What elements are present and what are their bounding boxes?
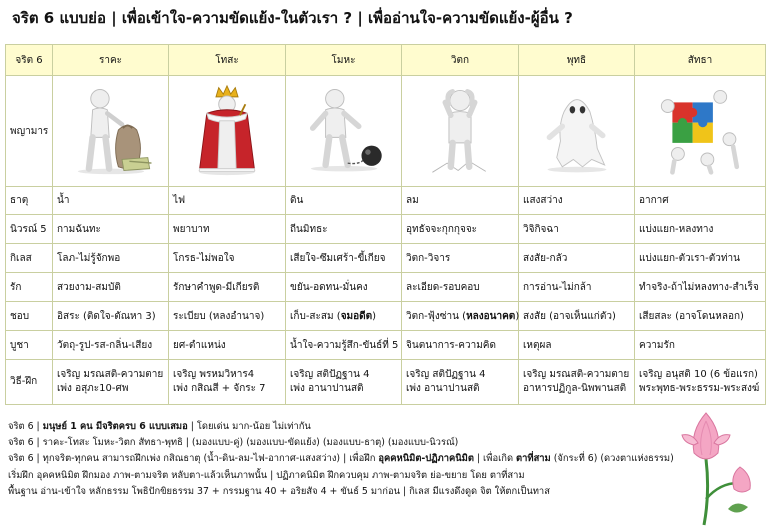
row-label: รัก: [6, 273, 53, 302]
table-cell: [169, 331, 286, 360]
image-cell: [286, 76, 402, 187]
note-line: [8, 468, 668, 484]
cell-line: เพ่ง อสุภะ10-ศพ: [57, 383, 129, 394]
note-line: [8, 484, 668, 500]
table-cell: [402, 360, 519, 405]
text-span: เสียใจ-ซึมเศร้า-ขี้เกียจ: [290, 252, 386, 264]
table-cell: [402, 215, 519, 244]
table-cell: [519, 360, 635, 405]
text-span: วิตก-ฟุ้งซ่าน (: [406, 310, 467, 322]
text-span: สวยงาม-สมบัติ: [57, 281, 121, 293]
crowned-king-icon: [181, 84, 273, 176]
row-label: ชอบ: [6, 302, 53, 331]
man-with-ball-and-chain-icon: [298, 84, 390, 176]
table-row: [6, 360, 766, 405]
text-span: วิตก-วิจาร: [406, 252, 451, 264]
text-span: (จักระที่ 6) (ดวงตาแห่งธรรม): [550, 453, 674, 465]
text-span: ยศ-ตำแหน่ง: [173, 339, 226, 351]
table-cell: [169, 360, 286, 405]
cell-line: เจริญ มรณสติ-ความตาย: [523, 369, 630, 380]
column-header: สัทธา: [635, 45, 766, 76]
cell-line: เพ่ง อานาปานสติ: [290, 383, 364, 394]
text-span: จินตนาการ-ความคิด: [406, 339, 496, 351]
row-label: นิวรณ์ 5: [6, 215, 53, 244]
ghost-sheet-figure-icon: [531, 84, 623, 176]
table-cell: [286, 331, 402, 360]
text-span: พยาบาท: [173, 223, 210, 235]
table-cell: [286, 187, 402, 215]
cell-line: เจริญ สติปัฏฐาน 4: [406, 369, 486, 380]
table-cell: [519, 273, 635, 302]
column-header: โทสะ: [169, 45, 286, 76]
table-cell: [635, 331, 766, 360]
text-span: น้ำ: [57, 195, 70, 206]
bold-text: หลงอนาคต: [466, 310, 516, 322]
table-cell: [53, 187, 169, 215]
cell-line: เจริญ มรณสติ-ความตาย: [57, 369, 164, 380]
text-span: จริต 6 | ราคะ-โทสะ โมหะ-วิตก สัทธา-พุทธิ | (มองแบบ-คู่) (มองแบบ-ขัดแย้ง) (มองแบบ-ธาตุ) (มองแบบ-นิวรณ์): [8, 437, 459, 449]
column-header: ราคะ: [53, 45, 169, 76]
text-span: แสงสว่าง: [523, 195, 563, 206]
page-title: จริต 6 แบบย่อ | เพื่อเข้าใจ-ความขัดแย้ง-ในตัวเรา ? | เพื่ออ่านใจ-ความขัดแย้ง-ผู้อื่น ?: [12, 9, 573, 27]
table-cell: [519, 302, 635, 331]
column-header: โมหะ: [286, 45, 402, 76]
text-span: ขยัน-อดทน-มั่นคง: [290, 281, 368, 293]
text-span: สงสัย-กลัว: [523, 252, 568, 264]
text-span: จริต 6 | ทุกจริต-ทุกคน สามารถฝึกเพ่ง กสิณธาตุ (น้ำ-ดิน-ลม-ไฟ-อากาศ-แสงสว่าง) | เพื่อฝึก: [8, 453, 379, 465]
table-row: [6, 244, 766, 273]
table-cell: [53, 331, 169, 360]
table-row: [6, 187, 766, 215]
note-line: [8, 435, 668, 451]
column-header: พุทธิ: [519, 45, 635, 76]
table-cell: [519, 215, 635, 244]
cell-line: เจริญ พรหมวิหาร4: [173, 369, 255, 380]
table-cell: [635, 302, 766, 331]
table-cell: [635, 273, 766, 302]
image-cell: [635, 76, 766, 187]
cell-line: เพ่ง กสิณสี + จักระ 7: [173, 383, 266, 394]
text-span: เริ่มฝึก อุคคหนิมิต ฝึกมอง ภาพ-ตามจริต หลับตา-แล้วเห็นภาพนั้น | ปฏิภาคนิมิต ฝึกควบคุม ภาพ-ตามจริต ย่อ-ขยาย โดย ตาที่สาม: [8, 469, 525, 481]
text-span: น้ำใจ-ความรู้สึก-ขันธ์ที่ 5: [290, 339, 399, 351]
table-row: [6, 331, 766, 360]
table-cell: [635, 215, 766, 244]
table-cell: [635, 187, 766, 215]
text-span: แบ่งแยก-ตัวเรา-ตัวท่าน: [639, 252, 740, 264]
cell-line: พระพุทธ-พระธรรม-พระสงฆ์: [639, 383, 760, 394]
table-cell: [519, 244, 635, 273]
table-cell: [53, 360, 169, 405]
puzzle-team-icon: [654, 84, 746, 176]
table-cell: [635, 244, 766, 273]
cell-line: อาหารปฏิกูล-นิพพานสติ: [523, 383, 627, 394]
text-span: สงสัย (อาจเห็นแก่ตัว): [523, 310, 616, 322]
table-cell: [53, 244, 169, 273]
image-cell: [169, 76, 286, 187]
text-span: เสียสละ (อาจโดนหลอก): [639, 310, 744, 322]
text-span: ลม: [406, 195, 419, 206]
table-row: [6, 215, 766, 244]
text-span: จริต 6 |: [8, 421, 43, 432]
table-cell: [169, 302, 286, 331]
image-row: [6, 76, 766, 187]
notes-section: [8, 419, 674, 500]
table-cell: [402, 331, 519, 360]
pink-lotus-icon: [676, 409, 766, 525]
text-span: การอ่าน-ไม่กล้า: [523, 281, 592, 293]
text-span: วิจิกิจฉา: [523, 223, 559, 235]
text-span: เหตุผล: [523, 339, 552, 351]
text-span: ดิน: [290, 195, 304, 206]
table-cell: [169, 215, 286, 244]
note-line: [8, 419, 668, 435]
text-span: | โดยเด่น มาก-น้อย ไม่เท่ากัน: [187, 421, 311, 432]
carita-table: [5, 44, 766, 405]
man-with-money-bags-icon: [65, 84, 157, 176]
bold-text: มนุษย์ 1 คน มีจริตครบ 6 แบบเสมอ: [42, 421, 188, 432]
text-span: ถีนมิทธะ: [290, 223, 328, 235]
text-span: โลภ-ไม่รู้จักพอ: [57, 252, 121, 264]
table-cell: [169, 244, 286, 273]
table-cell: [286, 244, 402, 273]
table-row: [6, 273, 766, 302]
table-cell: [286, 360, 402, 405]
corner-header: จริต 6: [6, 45, 53, 76]
row-label: บูชา: [6, 331, 53, 360]
text-span: กามฉันทะ: [57, 223, 101, 235]
text-span: อุทธัจจะกุกกุจจะ: [406, 223, 478, 235]
table-cell: [402, 273, 519, 302]
bold-text: ตาที่สาม: [516, 453, 551, 465]
cell-line: เพ่ง อานาปานสติ: [406, 383, 480, 394]
table-cell: [169, 187, 286, 215]
text-span: ความรัก: [639, 339, 675, 351]
text-span: โกรธ-ไม่พอใจ: [173, 252, 235, 264]
table-cell: [53, 302, 169, 331]
text-span: ระเบียบ (หลงอำนาจ): [173, 310, 265, 322]
text-span: อากาศ: [639, 195, 669, 206]
text-span: ทำจริง-ถ้าไม่หลงทาง-สำเร็จ: [639, 281, 759, 293]
man-covering-ears-icon: [414, 84, 506, 176]
text-span: อิสระ (ติดใจ-ตัณหา 3): [57, 310, 156, 322]
cell-line: เจริญ อนุสติ 10 (6 ข้อแรก): [639, 369, 758, 380]
bold-text: อุคคหนิมิต-ปฏิภาคนิมิต: [378, 453, 474, 465]
table-cell: [519, 331, 635, 360]
row-label: พญามาร: [6, 76, 53, 187]
image-cell: [519, 76, 635, 187]
text-span: เก็บ-สะสม (: [290, 310, 341, 322]
table-cell: [402, 302, 519, 331]
text-span: | เพื่อเกิด: [473, 453, 517, 465]
note-line: [8, 451, 674, 467]
table-cell: [53, 215, 169, 244]
text-span: วัตถุ-รูป-รส-กลิ่น-เสียง: [57, 339, 153, 351]
table-cell: [635, 360, 766, 405]
table-cell: [53, 273, 169, 302]
row-label: ธาตุ: [6, 187, 53, 215]
text-span: แบ่งแยก-หลงทาง: [639, 223, 714, 235]
text-span: ไฟ: [173, 195, 186, 206]
table-cell: [402, 244, 519, 273]
table-row: [6, 302, 766, 331]
table-cell: [169, 273, 286, 302]
table-cell: [519, 187, 635, 215]
text-span: รักษาคำพูด-มีเกียรติ: [173, 281, 260, 293]
text-span: ละเอียด-รอบคอบ: [406, 281, 480, 293]
bold-text: จมอดีต: [340, 310, 373, 322]
image-cell: [402, 76, 519, 187]
header-row: [6, 45, 766, 76]
column-header: วิตก: [402, 45, 519, 76]
table-cell: [286, 273, 402, 302]
table-cell: [286, 215, 402, 244]
text-span: ): [515, 310, 520, 322]
text-span: พื้นฐาน อ่าน-เข้าใจ หลักธรรม โพธิปักขิยธรรม 37 + กรรมฐาน 40 + อริยสัจ 4 + ขันธ์ 5 มาก่อน | กิเลส มีแรงดึงดูด จิต ให้ตกเป็นทาส: [8, 485, 550, 497]
row-label: กิเลส: [6, 244, 53, 273]
table-cell: [286, 302, 402, 331]
table-cell: [402, 187, 519, 215]
row-label: วิธี-ฝึก: [6, 360, 53, 405]
cell-line: เจริญ สติปัฏฐาน 4: [290, 369, 370, 380]
image-cell: [53, 76, 169, 187]
text-span: ): [372, 310, 377, 322]
